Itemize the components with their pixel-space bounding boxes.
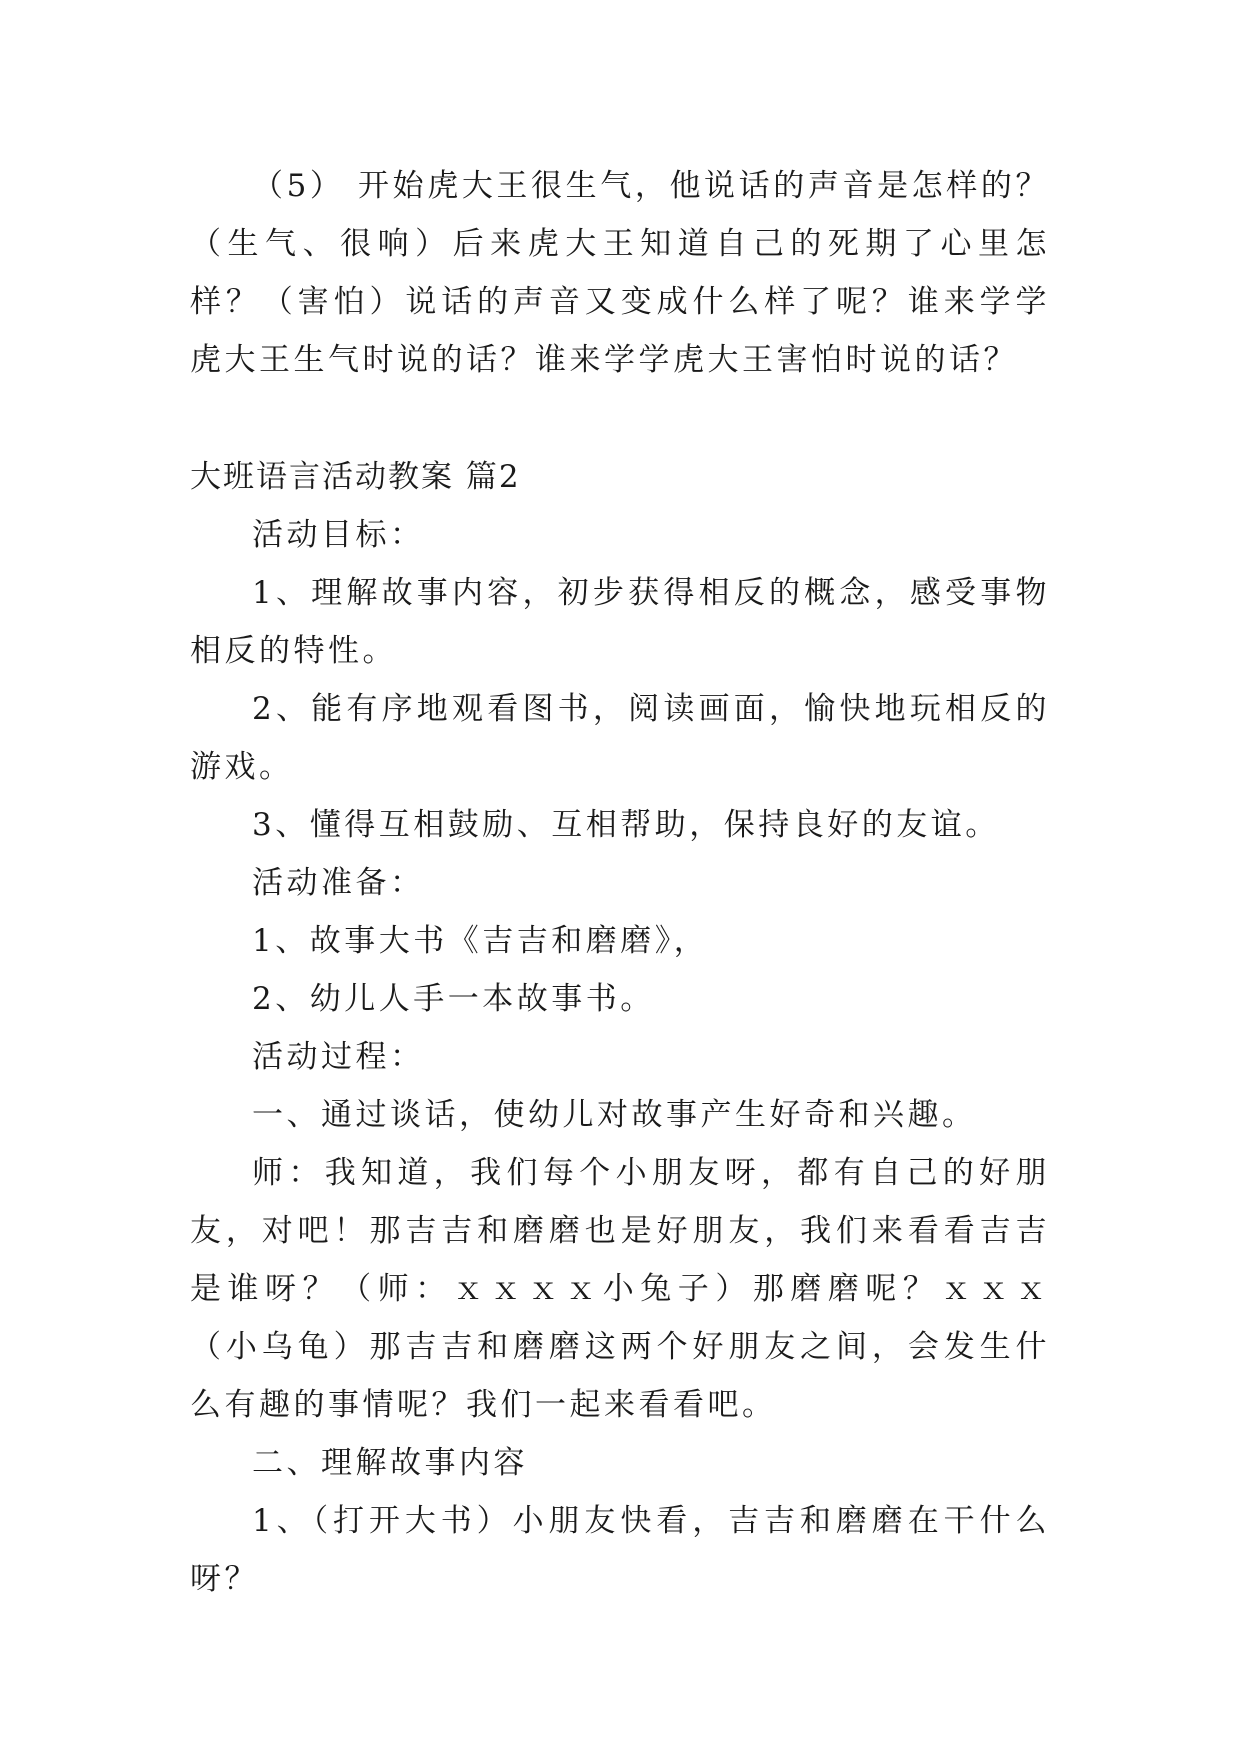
paragraph-prep-heading: 活动准备：	[252, 865, 425, 901]
paragraph-process-heading: 活动过程：	[252, 1039, 425, 1075]
paragraph-prep-1: 1、故事大书《吉吉和磨磨》，	[252, 923, 709, 959]
paragraph-step-2: 二、理解故事内容	[252, 1445, 528, 1481]
section-body	[190, 506, 1050, 1608]
intro-section	[190, 157, 1050, 389]
paragraph-step-1: 一、通过谈话，使幼儿对故事产生好奇和兴趣。	[252, 1097, 977, 1133]
section-title: 大班语言活动教案 篇2	[190, 459, 521, 495]
paragraph-goal-1: 1、理解故事内容，初步获得相反的概念，感受事物相反的特性。	[190, 575, 1050, 669]
paragraph-goal-2: 2、能有序地观看图书，阅读画面，愉快地玩相反的游戏。	[190, 691, 1050, 785]
paragraph-prep-2: 2、幼儿人手一本故事书。	[252, 981, 655, 1017]
intro-paragraph: （5） 开始虎大王很生气，他说话的声音是怎样的？（生气、很响）后来虎大王知道自己的死期了心里怎样？（害怕）说话的声音又变成什么样了呢？谁来学学虎大王生气时说的话？谁来学学虎大王害怕时说的话？	[190, 168, 1050, 378]
paragraph-goal-3: 3、懂得互相鼓励、互相帮助，保持良好的友谊。	[252, 807, 1000, 843]
paragraph-step-2-1: 1、（打开大书）小朋友快看，吉吉和磨磨在干什么呀？	[190, 1503, 1050, 1597]
paragraph-goals-heading: 活动目标：	[252, 517, 425, 553]
paragraph-teacher-talk: 师：我知道，我们每个小朋友呀，都有自己的好朋友，对吧！那吉吉和磨磨也是好朋友，我们来看看吉吉是谁呀？（师：ｘｘｘｘ小兔子）那磨磨呢？ｘｘｘ（小乌龟）那吉吉和磨磨这两个好朋友之间，会发生什么有趣的事情呢？我们一起来看看吧。	[190, 1155, 1050, 1423]
